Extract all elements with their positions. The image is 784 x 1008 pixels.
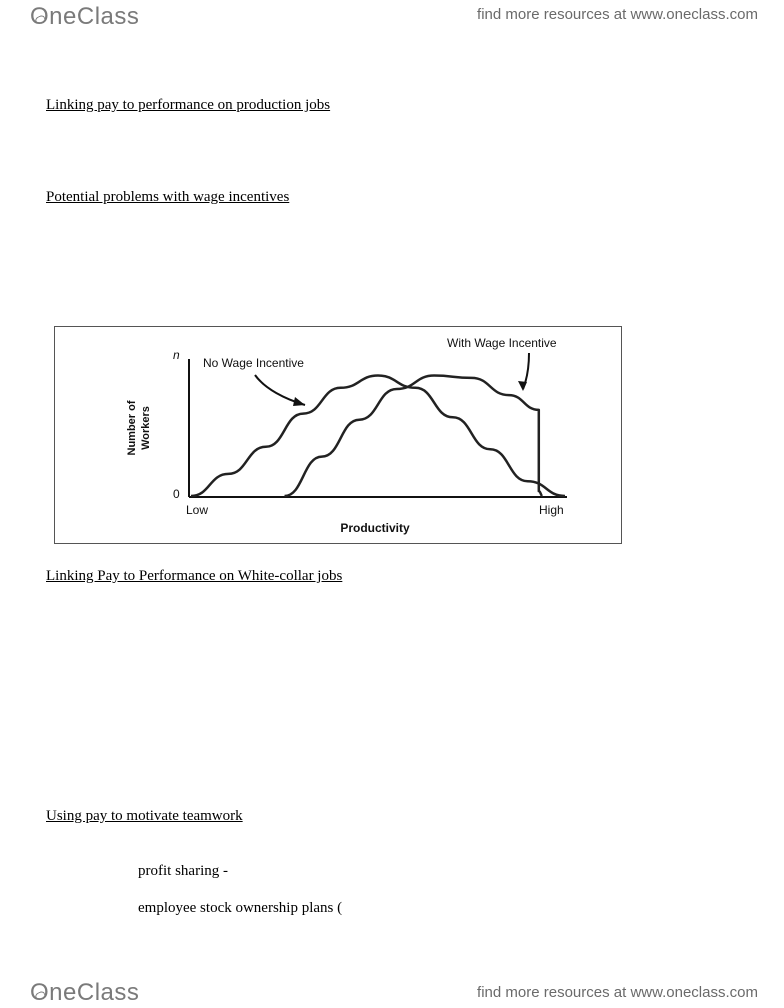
arrow-head-no-wage-incentive <box>293 397 305 406</box>
series-layer <box>191 376 565 497</box>
oneclass-logo-top <box>30 2 139 32</box>
y-axis-label-line2: Workers <box>140 406 152 450</box>
heading-production-jobs: Linking pay to performance on production jobs <box>46 97 331 113</box>
oneclass-logo-bottom <box>30 978 139 1008</box>
arrow-head-with-wage-incentive <box>518 381 527 391</box>
y-tick-zero: 0 <box>173 487 180 501</box>
heading-white-collar-jobs: Linking Pay to Performance on White-collar jobs <box>46 568 343 584</box>
y-tick-max: n <box>173 348 180 362</box>
x-tick-high: High <box>539 503 564 517</box>
label-no-wage-incentive: No Wage Incentive <box>203 356 304 370</box>
x-tick-low: Low <box>186 503 209 517</box>
x-axis-label: Productivity <box>340 521 410 535</box>
productivity-distribution-figure <box>54 326 622 544</box>
footer-tagline[interactable]: find more resources at www.oneclass.com <box>477 984 758 1001</box>
series-line-with-wage-incentive <box>285 376 543 497</box>
series-line-no-wage-incentive <box>191 376 565 497</box>
logo-text: OneClass <box>30 3 140 30</box>
heading-wage-incentive-problems: Potential problems with wage incentives <box>46 189 290 205</box>
item-employee-stock-ownership: employee stock ownership plans ( <box>138 900 343 916</box>
heading-teamwork: Using pay to motivate teamwork <box>46 808 243 824</box>
header-tagline[interactable]: find more resources at www.oneclass.com <box>477 6 758 23</box>
productivity-chart <box>55 327 623 545</box>
y-axis-label-line1: Number of <box>126 400 138 456</box>
logo-text: OneClass <box>30 979 140 1006</box>
item-profit-sharing: profit sharing - <box>138 863 228 879</box>
label-with-wage-incentive: With Wage Incentive <box>447 336 557 350</box>
